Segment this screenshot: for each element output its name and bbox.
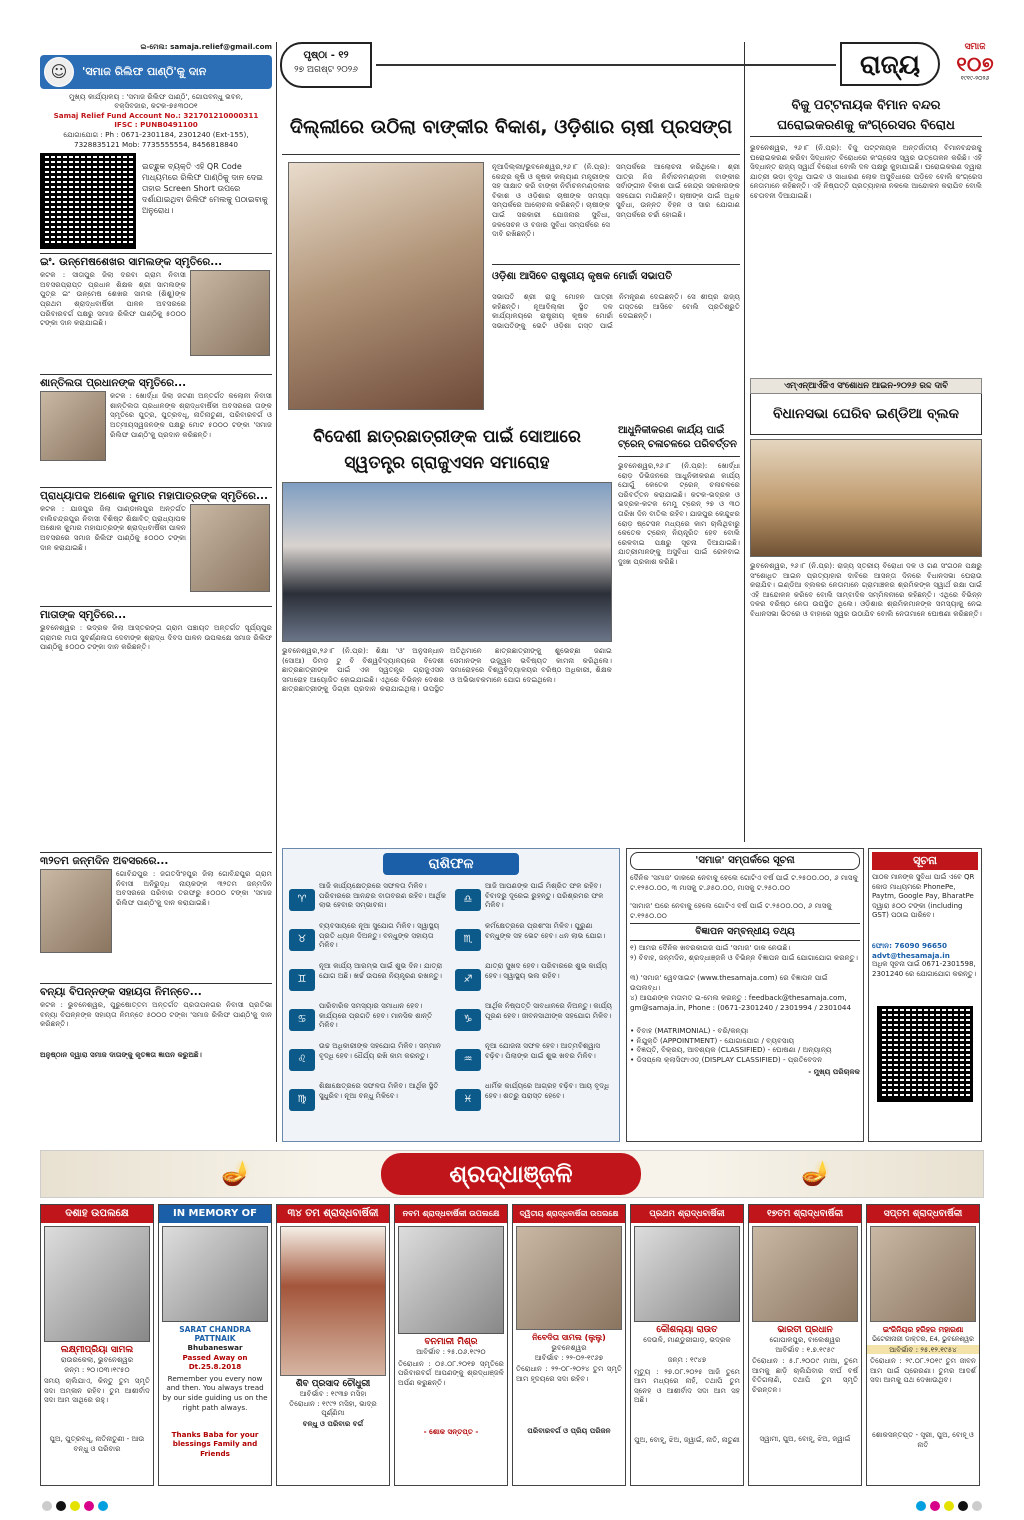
lead-subhead: ଓଡ଼ିଶା ଆସିବେ ରାଷ୍ଟ୍ରୀୟ କୃଷକ ମୋର୍ଚ୍ଚା ସଭାପତି — [492, 264, 740, 289]
soa-story — [282, 424, 612, 844]
qr-section — [40, 153, 272, 249]
obituary-name: ଲକ୍ଷ୍ମୀପ୍ରିୟା ସାମଲ — [60, 1345, 134, 1355]
ads-item: ୧) ଆମର ଦୈନିକ ଖବରକାଗଜ ପାଇଁ 'ସମାଜ' ଡାକ ନେଉଛି। — [630, 943, 791, 952]
scorpio-icon: ♏ — [455, 929, 481, 951]
sign-tula — [455, 881, 613, 919]
sign-text: ନୂଆ କାର୍ଯ୍ୟ ଆରମ୍ଭ ପାଇଁ ଶୁଭ ଦିନ। ଯାତ୍ରା ଯୋଗ ଅଛି। ଖର୍ଚ୍ଚ ଉପରେ ନିୟନ୍ତ୍ରଣ ରଖନ୍ତୁ। — [319, 961, 443, 980]
obituary-place: ଭୁବନେଶ୍ୱର — [551, 1343, 587, 1352]
relief-footer: ଅନୁଷ୍ଠାନ ଦ୍ୱାରା ସମାଜ ଦାତାଙ୍କୁ କୃତଜ୍ଞତା ଜ୍ଞାପନ କରୁଅଛି। — [40, 1050, 202, 1059]
memorial-photo — [190, 504, 270, 592]
story-body: ଗୋବିନ୍ଦପୁର : ଜଗତସିଂହପୁର ଜିଲା ଗୋବିନ୍ଦପୁର ଗ୍ରାମ ନିବାସୀ ଅନିରୁଦ୍ଧ ନାୟକଙ୍କ ୩୨ତମ ଜନ୍ମଦିନ ଅବସରରେ ପରିବାର ତରଫରୁ ୫୦୦୦ ଟଙ୍କା 'ସମାଜ ରିଲିଫ ପାଣ୍ଠି'କୁ ଦାନ କରାଯାଇଛି। — [116, 869, 272, 907]
lamp-icon: 🪔 — [801, 1159, 831, 1187]
horoscope-box — [282, 848, 620, 1142]
ads-item: ୪) ଆପଣଙ୍କ ମତାମତ ଇ-ମେଲ କରନ୍ତୁ : feedback@thesamaja.com, gm@samaja.in, Phone : (0671-2301240 / 2301994 / 2301044 — [630, 993, 852, 1012]
airport-story — [750, 96, 982, 366]
obituary-card — [866, 1204, 980, 1486]
obituary-card — [512, 1204, 626, 1486]
obituary-heading: ସପ୍ତମ ଶ୍ରାଦ୍ଧବାର୍ଷିକୀ — [867, 1205, 979, 1223]
sign-text: ପାରିବାରିକ ସମସ୍ୟାର ସମାଧାନ ହେବ। କାର୍ଯ୍ୟରେ ପ୍ରଗତି ହେବ। ମାନସିକ ଶାନ୍ତି ମିଳିବ। — [319, 1001, 433, 1030]
sign-kumbha — [455, 1041, 613, 1079]
birthday-photo — [40, 869, 112, 953]
sign-text: ଆଜି କାର୍ଯ୍ୟକ୍ଷେତ୍ରରେ ସଫଳତା ମିଳିବ। ପରିବାରରେ ଆନନ୍ଦର ବାତାବରଣ ରହିବ। ଆର୍ଥିକ ଲାଭ ହେବାର ସମ୍ଭାବନା। — [319, 881, 447, 910]
qr-instructions: ଇଚ୍ଛୁକ ବ୍ୟକ୍ତି ଏହି QR Code ମାଧ୍ୟମରେ ରିଲିଫ ପାଣ୍ଠିକୁ ଦାନ ଦେଇ ତାହାର Screen Short ଉପରେ ଦର୍ଶାଯାଇଥିବା ରିଲିଫ ମେଲକୁ ପଠାଇବାକୁ ଅନୁରୋଧ। — [142, 162, 268, 216]
obituary-heading: ଦ୍ୱିତୀୟ ଶ୍ରାଦ୍ଧବାର୍ଷିକୀ ଉପଲକ୍ଷେ — [513, 1205, 625, 1223]
ads-category: • ବିବାହ (MATRIMONIAL) - ବରି/କନ୍ୟା — [630, 1026, 749, 1035]
qr-code[interactable] — [40, 153, 136, 249]
obituary-dates: ଆବିର୍ଭାବ : ୨୨-୦୨-୧୯୬୭ — [534, 1352, 604, 1362]
sign-kanya — [289, 1081, 447, 1119]
obituary-place: ଗୋପାଳପୁର, ବାଲେଶ୍ୱର — [769, 1335, 841, 1344]
obituary-photo — [634, 1226, 740, 1322]
notice-item: ଦୈନିକ 'ସମାଜ' ଡାକରେ ନେବାକୁ ହେଲେ ଗୋଟିଏ ବର୍ଷ ପାଇଁ ଟ.୨୫୦୦.୦୦, ୬ ମାସକୁ ଟ.୧୨୫୦.୦୦, ୩ ମାସକୁ ଟ.୬୫୦.୦୦, ମାସକୁ ଟ.୨୫୦.୦୦ — [630, 873, 858, 892]
sign-brusha — [289, 921, 447, 959]
obituary-dates: ଆବିର୍ଭାବ : ୧.୭.୧୯୫୯ — [775, 1344, 835, 1354]
page-number: ପୃଷ୍ଠା - ୧୨ — [303, 50, 349, 61]
ads-item: ୨) ବିବାହ, ଜନ୍ମଦିନ, ଶ୍ରଦ୍ଧାଞ୍ଜଳି ଓ ବିଭିନ୍ନ ବିଜ୍ଞାପନ ପାଇଁ ଯୋଗାଯୋଗ କରନ୍ତୁ। — [630, 953, 858, 962]
story-body: ଭୁବନେଶ୍ୱର : ଭଦ୍ରକ ଜିଲା ଆସ୍ତରଙ୍ଗ ଗ୍ରାମ ପଞ୍ଚାୟତ ଅନ୍ତର୍ଗତ ସୂର୍ଯ୍ୟପୁର ଗ୍ରାମର ମାତା ସୁବର୍ଣ୍ଣଲତା ଦେବୀଙ୍କ ଶ୍ରାଦ୍ଧ ଦିବସ ପାଳନ ଉପଲକ୍ଷେ ସମାଜ ରିଲିଫ ପାଣ୍ଠିକୁ ୫୦୦୦ ଟଙ୍କା ଦାନ କରିଛନ୍ତି। — [40, 623, 272, 652]
column-divider — [276, 42, 277, 1142]
samaja-logo: ସମାଜ ୧୦୭ ୧୯୧୯-୨୦୨୬ — [956, 42, 994, 82]
obituary-text: ତିରୋଧାନ : ୧୯୯୨ ମସିହା, ଭାଦ୍ର ପୂର୍ଣ୍ଣିମା — [289, 1398, 377, 1418]
press-meet-photo — [750, 439, 982, 557]
obituary-photo — [162, 1226, 268, 1322]
soa-headline: ବିଦେଶୀ ଛାତ୍ରଛାତ୍ରୀଙ୍କ ପାଇଁ ସୋଆରେ — [313, 427, 581, 447]
obituary-dates: ଆବିର୍ଭାବ : ୨୫.୦୬.୧୯୨୦ — [416, 1347, 486, 1356]
taurus-icon: ♉ — [289, 929, 315, 951]
obituary-name: ନିବେଦିତା ସାମଲ (ଲୁଲୁ) — [532, 1333, 606, 1342]
lead-body-col1: ନୂଆଦିଲ୍ଲୀ/ଭୁବନେଶ୍ୱର,୨୬।୮ (ନି.ପ୍ର): କେନ୍ଦ୍ର କୃଷି ଓ କୃଷକ କଲ୍ୟାଣ ମନ୍ତ୍ରୀଙ୍କ ସହ ସାକ୍ଷାତ କରି ବାଙ୍କୀ ନିର୍ବାଚନମଣ୍ଡଳୀର ବିକାଶ ଓ ଓଡ଼ିଶାର ଚାଷୀଙ୍କ ସମସ୍ୟା ସମ୍ପର୍କରେ ଆଲୋଚନା କରିଛନ୍ତି। ଚାଷୀଙ୍କ ପାଇଁ ସରକାରୀ ଯୋଜନାର ସୁବିଧା, ଜଳସେଚନ ଓ ବଜାର ସୁବିଧା ସମ୍ପର୍କରେ ସେ ଦାବି ରଖିଛନ୍ତି। — [492, 162, 610, 239]
obituary-card — [748, 1204, 862, 1486]
story-title: ୩୨ତମ ଜନ୍ମଦିନ ଅବସରରେ... — [40, 855, 169, 867]
sign-text: ଯାତ୍ରା ସୁଖଦ ହେବ। ପରିବାରରେ ଶୁଭ କାର୍ଯ୍ୟ ହେବ। ସ୍ୱାସ୍ଥ୍ୟ ଭଲ ରହିବ। — [485, 961, 608, 980]
contact-phones-2: 7328835121 Mob: 7735555554, 8456818840 — [74, 139, 238, 149]
obituary-photo — [44, 1226, 150, 1342]
sign-dhanu — [455, 961, 613, 999]
soa-headline-2: ସ୍ୱତନ୍ତ୍ର ଗ୍ରାଜୁଏସନ ସମାରୋହ — [344, 453, 550, 473]
graduation-photo — [282, 482, 612, 642]
relief-column-lower — [40, 852, 272, 1142]
relief-column — [40, 42, 272, 842]
obituary-heading: IN MEMORY OF — [159, 1205, 271, 1223]
lead-body-col3: ସଭାପତି ଶ୍ରୀ ରାଜୁ ମୋହନ ପାତ୍ରୀ କହିଛନ୍ତି। ନୂଆଦିଲ୍ଲୀ ସ୍ଥିତ ଦଳ କାର୍ଯ୍ୟାଳୟରେ ରାଷ୍ଟ୍ରୀୟ କୃଷକ ମୋର୍ଚ୍ଚା ସଭାପତିଙ୍କୁ ଭେଟି ଓଡ଼ିଶା ଗସ୍ତ ପାଇଁ ନିମନ୍ତ୍ରଣ ଦେଇଛନ୍ତି। ସେ ଶୀଘ୍ର ରାଜ୍ୟ ଗସ୍ତରେ ଆସିବେ ବୋଲି ପ୍ରତିଶ୍ରୁତି ଦେଇଛନ୍ତି। — [492, 292, 740, 330]
soa-body: ଭୁବନେଶ୍ୱର,୨୬।୮ (ନି.ପ୍ର): ଶିକ୍ଷା 'ଓ' ଅନୁସନ୍ଧାନ (ସୋଆ) ଡିମଡ଼ ଟୁ ବି ବିଶ୍ୱବିଦ୍ୟାଳୟରେ ବିଦେଶୀ ଛାତ୍ରଛାତ୍ରୀଙ୍କ ପାଇଁ ଏକ ସ୍ୱତନ୍ତ୍ର ଗ୍ରାଜୁଏସନ ସମାରୋହ ଆୟୋଜିତ ହୋଇଯାଇଛି। ଏଥିରେ ବିଭିନ୍ନ ଦେଶର ଛାତ୍ରଛାତ୍ରୀଙ୍କୁ ଡିଗ୍ରୀ ପ୍ରଦାନ କରାଯାଇଥିଲା। ଉପସ୍ଥିତ ଅତିଥିମାନେ ଛାତ୍ରଛାତ୍ରୀଙ୍କୁ ଶୁଭେଚ୍ଛା ଜଣାଇ ସେମାନଙ୍କ ଉଜ୍ଜ୍ୱଳ ଭବିଷ୍ୟତ କାମନା କରିଥିଲେ। ସମାରୋହରେ ବିଶ୍ୱବିଦ୍ୟାଳୟର ବରିଷ୍ଠ ଅଧିକାରୀ, ଶିକ୍ଷକ ଓ ଅଭିଭାବକମାନେ ଯୋଗ ଦେଇଥିଲେ। — [282, 646, 612, 694]
contact-phones: ଯୋଗାଯୋଗ : Ph : 0671-2301184, 2301240 (Ext-155), — [63, 129, 249, 139]
virgo-icon: ♍ — [289, 1089, 315, 1111]
lamp-icon: 🪔 — [221, 1159, 251, 1187]
obituary-text: ତିରୋଧାନ : ୨୯.୦୮.୨୦୧୯ ତୁମ ଜୀବନ ଆମ ପାଇଁ ପ୍ରେରଣା। ତୁମର ଆଦର୍ଶ ସଦା ଆମକୁ ପଥ ଦେଖାଉଥିବ। — [870, 1356, 976, 1385]
obituary-dates: ଜନ୍ମ : ୨୦।୦୩।୧୯୫୦ — [64, 1364, 130, 1374]
column-divider — [744, 42, 745, 842]
founder-portrait: ☺ — [44, 57, 74, 87]
libra-icon: ♎ — [455, 889, 481, 911]
sign-mithuna — [289, 961, 447, 999]
payment-qr-code[interactable] — [877, 1006, 973, 1102]
obituary-dates: ଆବିର୍ଭାବ : ୧୯୩୭ ମସିହା — [299, 1389, 367, 1398]
obituary-family: Thanks Baba for your blessings Family and Friends — [171, 1429, 259, 1458]
story-body: କଟକ : ଯାଜପୁର ଜିଲା ପାଣ୍ଡାଲପୁର ଅନ୍ତର୍ଗତ ବାଲିଚନ୍ଦ୍ରପୁର ନିବାସୀ ବିଶିଷ୍ଟ ଶିକ୍ଷାବିତ୍ ପ୍ରାଧ୍ୟାପକ ଅଶୋକ କୁମାର ମହାପାତ୍ରଙ୍କ ଶ୍ରାଦ୍ଧବାର୍ଷିକୀ ପାଳନ ଅବସରରେ ସମାଜ ରିଲିଫ ପାଣ୍ଠିକୁ ୫୦୦୦ ଟଙ୍କା ଦାନ କରାଯାଇଛି। — [40, 504, 186, 552]
obituary-family: ସ୍ୱାମୀ, ପୁଅ, ବୋହୂ, ଝିଅ, ଜ୍ୱାଇଁ — [759, 1434, 851, 1444]
obituary-photo — [870, 1226, 976, 1322]
obituary-name: ଶିବ ପ୍ରସାଦ ଚୌଧୁରୀ — [295, 1379, 371, 1389]
obituary-family: ପୁଅ, ପୁତ୍ରବଧୂ, ନାତିନାତୁଣୀ - ଆଉ ବନ୍ଧୁ ଓ ପରିବାର — [49, 1434, 145, 1453]
obituary-card — [394, 1204, 508, 1486]
obituary-text: ତିରୋଧାନ : ୨୨-୦୮-୨୦୨୪ ତୁମ ସ୍ମୃତି ଆମ ହୃଦୟରେ ସଦା ରହିବ। — [516, 1364, 622, 1383]
obituary-dates: ଆବିର୍ଭାବ : ୨୫.୧୨.୧୯୫୪ — [867, 1345, 979, 1355]
info-phone[interactable]: ଫୋନ: 76090 96650 — [872, 941, 947, 950]
story-body: କଟକ : ଖୋର୍ଦ୍ଧା ଜିଲା ଜଟଣୀ ଅନ୍ତର୍ଗତ କଲୋନୀ ନିବାସୀ ଶାନ୍ତିଲତା ପ୍ରଧାନଙ୍କ ଶ୍ରାଦ୍ଧବାର୍ଷିକୀ ଅବସରରେ ତାଙ୍କ ସ୍ମୃତିରେ ପୁତ୍ର, ପୁତ୍ରବଧୂ, ନାତିନାତୁଣୀ, ପରିବାରବର୍ଗ ଓ ଅତ୍ମୀୟସ୍ୱଜନଙ୍କ ପକ୍ଷରୁ ମୋଟ ୫୦୦୦ ଟଙ୍କା 'ସମାଜ ରିଲିଫ ପାଣ୍ଠି'କୁ ପ୍ରଦାନ କରିଛନ୍ତି। — [110, 391, 272, 439]
obituary-place: Bhubaneswar — [187, 1343, 243, 1352]
registration-dots-left — [40, 1496, 110, 1510]
relief-title: 'ସମାଜ ରିଲିଫ ପାଣ୍ଠି'କୁ ଦାନ — [82, 64, 207, 78]
topic-banner: ଏମ୍ଏନ୍ଆର୍ଏଜିଏ ସଂଶୋଧନ ଆଇନ-୨୦୨୬ ରଦ୍ଦ ଦାବି — [750, 378, 982, 394]
obituary-text: ତିରୋଧାନ : ୦୫.୦୮.୨୦୧୭ ସ୍ମୃତିରେ ପରିବାରବର୍ଗ ଆପଣଙ୍କୁ ଶ୍ରଦ୍ଧାଞ୍ଜଳି ଅର୍ପଣ କରୁଛନ୍ତି। — [398, 1358, 504, 1387]
obituary-card — [40, 1204, 154, 1486]
obituary-photo — [280, 1226, 386, 1376]
cancer-icon: ♋ — [289, 1009, 315, 1031]
obituary-name: ବନମାଳୀ ମିଶ୍ର — [424, 1337, 478, 1347]
obituary-card — [630, 1204, 744, 1486]
obituary-place: ଦେଉଳି, ମାଣ୍ଡୁରୀଗାଡ଼, ଭଦ୍ରକ — [643, 1335, 731, 1344]
railway-headline: ଆଧୁନିକୀକରଣ କାର୍ଯ୍ୟ ପାଇଁ ଟ୍ରେନ୍ ଚଳାଚଳରେ ପରିବର୍ତ୍ତନ — [618, 424, 740, 457]
sign-text: ଆଜି ଆପଣଙ୍କ ପାଇଁ ମିଶ୍ରିତ ଫଳ ରହିବ। ବିବାଦରୁ ଦୂରେଇ ରୁହନ୍ତୁ। ପରିଶ୍ରମର ଫଳ ମିଳିବ। — [485, 881, 604, 910]
notice-item: 'ସାମାଜ' ଘରେ ନେବାକୁ ହେଲେ ଗୋଟିଏ ବର୍ଷ ପାଇଁ ଟ.୨୫୦୦.୦୦, ୬ ମାସକୁ ଟ.୧୨୫୦.୦୦ — [630, 901, 832, 920]
obituary-photo — [516, 1226, 622, 1330]
obituary-name: SARAT CHANDRA PATTNAIK — [179, 1325, 251, 1343]
airport-body: ଭୁବନେଶ୍ୱର, ୨୬।୮ (ନି.ପ୍ର): ବିଜୁ ପଟ୍ଟନାୟକ ଅନ୍ତର୍ଜାତୀୟ ବିମାନବନ୍ଦରକୁ ଘରୋଇକରଣ କରିବା ସିଦ୍ଧାନ୍ତ ବିରୋଧରେ କଂଗ୍ରେସ ସ୍ୱର ଉତ୍ତୋଳନ କରିଛି। ଏହି ସିଦ୍ଧାନ୍ତ ରାଜ୍ୟ ସ୍ୱାର୍ଥ ବିରୋଧୀ ବୋଲି ଦଳ ପକ୍ଷରୁ କୁହାଯାଇଛି। ଘରୋଇକରଣ ଦ୍ୱାରା ଯାତ୍ରୀ ଭଡ଼ା ବୃଦ୍ଧି ପାଇବ ଓ ସାଧାରଣ ଲୋକ ଅସୁବିଧାରେ ପଡ଼ିବେ ବୋଲି କଂଗ୍ରେସ ନେତାମାନେ କହିଛନ୍ତି। ଏହି ନିଷ୍ପତ୍ତି ପ୍ରତ୍ୟାହାର ନକଲେ ଆନ୍ଦୋଳନ କରାଯିବ ବୋଲି ଚେତାବନୀ ଦିଆଯାଇଛି। — [750, 143, 982, 200]
obituary-family: - ଶୋକ ସନ୍ତପ୍ତ - — [423, 1426, 479, 1436]
obituary-place: ଭିଟେରୀନାରୀ ଡାକ୍ତର, E4, ଭୁବନେଶ୍ୱର — [872, 1335, 974, 1343]
ads-category: • ଡିସପ୍ଲେ କ୍ଲାସିଫାଏଡ୍ (DISPLAY CLASSIFIED) - ପ୍ରତିବେଦନ — [630, 1054, 823, 1064]
info-contact: ଅଧିକ ସୂଚନା ପାଇଁ 0671-2301598, 2301240 ରେ ଯୋଗାଯୋଗ କରନ୍ତୁ। — [872, 960, 976, 978]
sign-text: ଆର୍ଥିକ ନିଷ୍ପତ୍ତି ସାବଧାନରେ ନିଅନ୍ତୁ। କାର୍ଯ୍ୟ ପୂରଣ ହେବ। ଜୀବନସାଥୀଙ୍କ ସହଯୋଗ ମିଳିବ। — [485, 1001, 613, 1020]
obituary-text: ତିରୋଧାନ : ୫.୮.୨୦୦୯ ମାଆ, ତୁମେ ଆମକୁ ଛାଡ଼ି ଚାଲିଯିବାର ଦୀର୍ଘ ବର୍ଷ ବିତିଗଲାଣି, ତଥାପି ତୁମ ସ୍ମୃତି ଚିରନ୍ତନ। — [752, 1356, 858, 1394]
obituary-heading: ୩୪ ତମ ଶ୍ରାଦ୍ଧବାର୍ଷିକୀ — [277, 1205, 389, 1223]
sign-bichha — [455, 921, 613, 959]
page-header — [280, 42, 994, 90]
relief-banner — [40, 55, 272, 89]
sign-text: ଶିକ୍ଷାକ୍ଷେତ୍ରରେ ସଫଳତା ମିଳିବ। ଆର୍ଥିକ ସ୍ଥିତି ସୁଧୁରିବ। ନୂଆ ବନ୍ଧୁ ମିଳିବେ। — [319, 1081, 439, 1100]
obituary-text: ମୃତ୍ୟୁ : ୨୭.୦୮.୨୦୨୫ ଆଜି ତୁମେ ଆମ ମଧ୍ୟରେ ନାହଁ, ତଥାପି ତୁମ ସ୍ନେହ ଓ ଆଶୀର୍ବାଦ ସଦା ଆମ ସହ ଅଛି। — [634, 1366, 740, 1405]
obituary-card — [276, 1204, 390, 1486]
railway-body: ଭୁବନେଶ୍ୱର,୨୬।୮ (ନି.ପ୍ର): ଖୋର୍ଦ୍ଧା ରୋଡ଼ ଡିଭିଜନରେ ଆଧୁନିକୀକରଣ କାର୍ଯ୍ୟ ଯୋଗୁଁ କେତେକ ଟ୍ରେନ୍ ଚଳାଚଳରେ ପରିବର୍ତ୍ତନ କରାଯାଇଛି। କଟକ-ଭଦ୍ରକ ଓ ଭଦ୍ରକ-କଟକ ମେମୁ ଟ୍ରେନ୍ ୨୭ ଓ ୩୦ ତାରିଖ ଦିନ ବାତିଲ ରହିବ। ଯାଜପୁର କେନ୍ଦୁଝର ରୋଡ଼ ଷ୍ଟେସନ ମଧ୍ୟରେ କାମ ଚାଲିଥିବାରୁ କେତେକ ଟ୍ରେନ୍ ନିୟନ୍ତ୍ରିତ ହେବ ବୋଲି ରେଳବାଇ ପକ୍ଷରୁ ସୂଚନା ଦିଆଯାଇଛି। ଯାତ୍ରୀମାନଙ୍କୁ ଅସୁବିଧା ପାଇଁ ରେଳବାଇ ଦୁଃଖ ପ୍ରକାଶ କରିଛି। — [618, 461, 740, 566]
notice-signoff: - ମୁଖ୍ୟ ପରିଚାଳକ — [808, 1067, 860, 1077]
shraddhanjali-title: ଶ୍ରଦ୍ଧାଞ୍ଜଳି — [381, 1153, 641, 1195]
obituary-dates: Passed Away on Dt.25.8.2018 — [182, 1352, 248, 1372]
horoscope-title: ରାଶିଫଳ — [383, 853, 519, 875]
pisces-icon: ♓ — [455, 1089, 481, 1111]
ads-category: • ବିଜ୍ଞପ୍ତି, ବିକ୍ରୟ, ଆବଶ୍ୟକ (CLASSIFIED) - ଘୋଷଣା / ଅନ୍ୟାନ୍ୟ — [630, 1045, 832, 1055]
obituary-place: ରାଉରକେଲା, ଭୁବନେଶ୍ୱର — [60, 1355, 134, 1364]
obituary-text: ସମୟ ଚାଲିଯାଏ, କିନ୍ତୁ ତୁମ ସ୍ମୃତି ସଦା ଅମ୍ଳାନ ରହିବ। ତୁମ ଆଶୀର୍ବାଦ ସଦା ଆମ ସାଥିରେ ରହୁ। — [44, 1376, 150, 1405]
account-number: Samaj Relief Fund Account No.: 32170121000031​1 — [53, 110, 259, 120]
airport-headline-2: ଘରୋଇକରଣକୁ କଂଗ୍ରେସର ବିରୋଧ — [750, 116, 982, 137]
memorial-photo — [190, 270, 270, 356]
obituary-heading: ପ୍ରଥମ ଶ୍ରାଦ୍ଧବାର୍ଷିକୀ — [631, 1205, 743, 1223]
sagittarius-icon: ♐ — [455, 969, 481, 991]
section-title: ରାଜ୍ୟ — [840, 42, 940, 86]
sign-text: ଉଚ୍ଚ ଅଧିକାରୀଙ୍କ ସହଯୋଗ ମିଳିବ। ସମ୍ମାନ ବୃଦ୍ଧି ହେବ। ଧୈର୍ଯ୍ୟ ରଖି କାମ କରନ୍ତୁ। — [319, 1041, 442, 1060]
print-color-marks — [40, 1496, 984, 1510]
story-title: ବନ୍ୟା ବିପନ୍ନଙ୍କ ସହାୟତା ନିମନ୍ତେ... — [40, 986, 202, 998]
india-bloc-body: ଭୁବନେଶ୍ୱର, ୨୬।୮ (ନି.ପ୍ର): ରାଜ୍ୟ ସ୍ତରୀୟ ବିରୋଧୀ ଦଳ ଓ ଗଣ ସଂଗଠନ ପକ୍ଷରୁ ସଂଶୋଧିତ ଆଇନ ପ୍ରତ୍ୟାହାର ଦାବିରେ ଆସନ୍ତା ଦିନରେ ବିଧାନସଭା ଘେରାଉ କରାଯିବ। ଇଣ୍ଡିଆ ବ୍ଲକର ନେତାମାନେ ଗ୍ରାମାଞ୍ଚଳର ଶ୍ରମିକଙ୍କ ସ୍ୱାର୍ଥ ରକ୍ଷା ପାଇଁ ଏହି ଆନ୍ଦୋଳନ କରିବେ ବୋଲି ସାମ୍ବାଦିକ ସମ୍ମିଳନୀରେ କହିଛନ୍ତି। ଏଥିରେ ବିଭିନ୍ନ ଦଳର ବରିଷ୍ଠ ନେତା ଉପସ୍ଥିତ ଥିଲେ। ଓଡ଼ିଶାର ଶ୍ରମିକମାନଙ୍କ ସମସ୍ୟାକୁ ନେଇ ବିଧାନସଭା ଭିତରେ ଓ ବାହାରେ ସ୍ୱର ଉଠାଯିବ ବୋଲି ନେତାମାନେ ଘୋଷଣା କରିଛନ୍ତି। — [750, 561, 982, 618]
leo-icon: ♌ — [289, 1049, 315, 1071]
story-body: କଟକ : ସୀତାପୁର ଜିଲା ଦରବା ଗ୍ରାମ ନିବାସୀ ଅବସରପ୍ରାପ୍ତ ପ୍ରଧାନ ଶିକ୍ଷକ ଶ୍ରୀ ସାମଲଙ୍କ ପୁତ୍ର ଇଂ ଉନ୍ମେଷ ଶେଖର ସାମଲ (ଶିଶୁ)ଙ୍କ ପ୍ରଥମ ଶ୍ରାଦ୍ଧବାର୍ଷିକୀ ପାଳନ ଅବସରରେ ପରିବାରବର୍ଗ ପକ୍ଷରୁ ସମାଜ ରିଲିଫ ପାଣ୍ଠିକୁ ୫୦୦୦ ଟଙ୍କା ଦାନ କରାଯାଇଛି। — [40, 270, 186, 328]
ads-title: ବିଜ୍ଞାପନ ସମ୍ବନ୍ଧୀୟ ତଥ୍ୟ — [630, 923, 860, 941]
lead-body-col2: ସମ୍ପର୍କରେ ଆଲୋଚନା କରିଥିଲେ। ଶ୍ରୀ ପାତ୍ର ନିଜ ନିର୍ବାଚନମଣ୍ଡଳୀ ବାଙ୍କୀର ସର୍ବାଙ୍ଗୀନ ବିକାଶ ପାଇଁ କେନ୍ଦ୍ର ସରକାରଙ୍କ ସହଯୋଗ ମାଗିଛନ୍ତି। ଚାଷୀଙ୍କ ପାଇଁ ଅଧିକ ସୁବିଧା, ଉନ୍ନତ ବିହନ ଓ ସାର ଯୋଗାଣ ସମ୍ପର୍କରେ ଚର୍ଚ୍ଚା ହୋଇଛି। — [616, 162, 740, 219]
page-date: ୨୭ ଅଗଷ୍ଟ ୨୦୨୬ — [294, 65, 358, 75]
memorial-photo — [40, 391, 106, 461]
obituary-family: ପୁଅ, ବୋହୂ, ଝିଅ, ଜ୍ୱାଇଁ, ନାତି, ନାତୁଣୀ — [634, 1434, 740, 1444]
sign-makara — [455, 1001, 613, 1039]
office-address: ମୁଖ୍ୟ କାର୍ଯ୍ୟାଳୟ : 'ସମାଜ ରିଲିଫ ପାଣ୍ଠି', ଗୋପବନ୍ଧୁ ଭବନ, — [69, 91, 243, 101]
story-title: ପ୍ରାଧ୍ୟାପକ ଅଶୋକ କୁମାର ମହାପାତ୍ରଙ୍କ ସ୍ମୃତିରେ... — [40, 490, 268, 503]
aquarius-icon: ♒ — [455, 1049, 481, 1071]
sign-text: ଧାର୍ମିକ କାର୍ଯ୍ୟରେ ଆଗ୍ରହ ବଢ଼ିବ। ଆୟ ବୃଦ୍ଧି ହେବ। ଶତ୍ରୁ ପରାସ୍ତ ହେବେ। — [485, 1081, 610, 1100]
obituary-family: ଶୋକସନ୍ତପ୍ତ - ସ୍ତ୍ରୀ, ପୁଅ, ବୋହୂ ଓ ନାତି — [872, 1430, 974, 1449]
sign-simha — [289, 1041, 447, 1079]
obituary-photo — [752, 1226, 858, 1322]
india-bloc-headline: ବିଧାନସଭା ଘେରିବ ଇଣ୍ଡିଆ ବ୍ଲକ — [750, 394, 982, 435]
ads-category: • ନିଯୁକ୍ତି (APPOINTMENT) - ଯୋଗାଯୋଗ / ବ୍ୟବସାୟ — [630, 1035, 795, 1045]
office-address-2: ବକ୍ସିବଜାର, କଟକ-୭୫୩୦୦୧ — [114, 101, 198, 111]
obituary-text: Remember you every now and then. You always tread by our side guiding us on the right path always. — [162, 1373, 268, 1412]
sign-text: ନୂଆ ଯୋଜନା ସଫଳ ହେବ। ଆତ୍ମବିଶ୍ୱାସ ବଢ଼ିବ। ପିଲାଙ୍କ ପାଇଁ ଶୁଭ ଖବର ମିଳିବ। — [485, 1041, 601, 1060]
obituary-family: ବନ୍ଧୁ ଓ ପରିବାର ବର୍ଗ — [302, 1418, 364, 1428]
ads-item: ୩) 'ସମାଜ' ୱେବସାଇଟ (www.thesamaja.com) ରେ ବିଜ୍ଞାପନ ପାଇଁ ଉପଲବ୍ଧ। — [630, 973, 828, 992]
obituary-name: ଇଂଜିନିୟର ହରିହର ମହାରଣା — [882, 1325, 964, 1334]
obituary-heading: ନବମ ଶ୍ରାଦ୍ଧବାର୍ଷିକୀ ଉପଲକ୍ଷେ — [395, 1205, 507, 1223]
horoscope-grid — [283, 879, 619, 1121]
capricorn-icon: ♑ — [455, 1009, 481, 1031]
story-title: ଶାନ୍ତିଲତା ପ୍ରଧାନଙ୍କ ସ୍ମୃତିରେ... — [40, 377, 187, 390]
header-rule — [376, 64, 836, 66]
samaja-notice-box — [626, 848, 864, 1142]
registration-dots-right — [914, 1496, 984, 1510]
obituary-family: ପରିବାରବର୍ଗ ଓ ପ୍ରିୟ ପରିଜନ — [527, 1426, 611, 1436]
obituary-heading: ଦଶାହ ଉପଲକ୍ଷେ — [41, 1205, 153, 1223]
sign-text: ବ୍ୟବସାୟରେ ନୂଆ ସୁଯୋଗ ମିଳିବ। ସ୍ୱାସ୍ଥ୍ୟ ପ୍ରତି ଧ୍ୟାନ ଦିଅନ୍ତୁ। ବନ୍ଧୁଙ୍କ ସହାୟତା ମିଳିବ। — [319, 921, 440, 950]
obituary-dates: ଜନ୍ମ : ୧୯୪୭ — [667, 1355, 707, 1364]
railway-story — [618, 424, 740, 844]
lead-story — [282, 100, 740, 420]
obituary-row — [40, 1204, 984, 1486]
obituary-heading: ୧୭ତମ ଶ୍ରାଦ୍ଧବାର୍ଷିକୀ — [749, 1205, 861, 1223]
aries-icon: ♈ — [289, 889, 315, 911]
story-title: ମାତାଙ୍କ ସ୍ମୃତିରେ... — [40, 609, 127, 622]
page-label-box — [280, 42, 372, 88]
lead-headline: ଦିଲ୍ଲୀରେ ଉଠିଲା ବାଙ୍କୀର ବିକାଶ, ଓଡ଼ିଶାର ଚାଷୀ ପ୍ରସଙ୍ଗ — [282, 100, 740, 155]
notice-title: 'ସମାଜ' ସମ୍ପର୍କରେ ସୂଚନା — [630, 852, 860, 870]
story-title: ଇଂ. ଉନ୍ମେଷଶେଖର ସାମଲଙ୍କ ସ୍ମୃତିରେ... — [40, 256, 223, 269]
relief-email: ଇ-ମେଲ: samaja.relief@gmail.com — [140, 42, 272, 51]
obituary-card — [158, 1204, 272, 1486]
info-title: ସୂଚନା — [872, 852, 978, 870]
sign-mina — [455, 1081, 613, 1119]
info-body: ପାଠକ ମାନଙ୍କ ସୁବିଧା ପାଇଁ ଏବେ QR କୋଡ ମାଧ୍ୟମରେ PhonePe, Paytm, Google Pay, BharatPe ଦ୍ୱାରା ୫୦୦ ଟଙ୍କା (including GST) ପଠାଇ ପାରିବେ। — [872, 873, 975, 920]
ifsc-code: IFSC : PUNB0491100 — [114, 120, 198, 130]
airport-headline: ବିଜୁ ପଟ୍ଟନାୟକ ବିମାନ ବନ୍ଦର — [791, 98, 941, 113]
sign-karkata — [289, 1001, 447, 1039]
info-email[interactable]: advt@thesamaja.in — [872, 950, 950, 960]
gemini-icon: ♊ — [289, 969, 315, 991]
sign-text: କର୍ମକ୍ଷେତ୍ରରେ ପ୍ରଶଂସା ମିଳିବ। ପୁରୁଣା ବନ୍ଧୁଙ୍କ ସହ ଭେଟ ହେବ। ଧନ ଲାଭ ଯୋଗ। — [485, 921, 606, 940]
india-bloc-story — [750, 378, 982, 844]
obituary-name: କୌଶଲ୍ୟା ରାଉତ — [656, 1325, 718, 1335]
obituary-name: ଭାରତୀ ପ୍ରଧାନ — [777, 1325, 833, 1335]
payment-info-box — [868, 848, 982, 1142]
shraddhanjali-banner — [40, 1150, 984, 1198]
story-body: କଟକ : ଭୁବନେଶ୍ୱର, ପୁରୁଷୋତ୍ତମ ଅନ୍ତର୍ଗତ ପ୍ରତାପନଗର ନିବାସୀ ପ୍ରତିଭା ବନ୍ୟା ବିପନ୍ନଙ୍କ ସହାୟତା ନିମନ୍ତେ ୫୦୦୦ ଟଙ୍କା 'ସମାଜ ରିଲିଫ ପାଣ୍ଠି'କୁ ଦାନ କରିଛନ୍ତି। — [40, 1000, 272, 1029]
lead-photo — [288, 162, 484, 410]
obituary-photo — [398, 1226, 504, 1334]
sign-mesha — [289, 881, 447, 919]
